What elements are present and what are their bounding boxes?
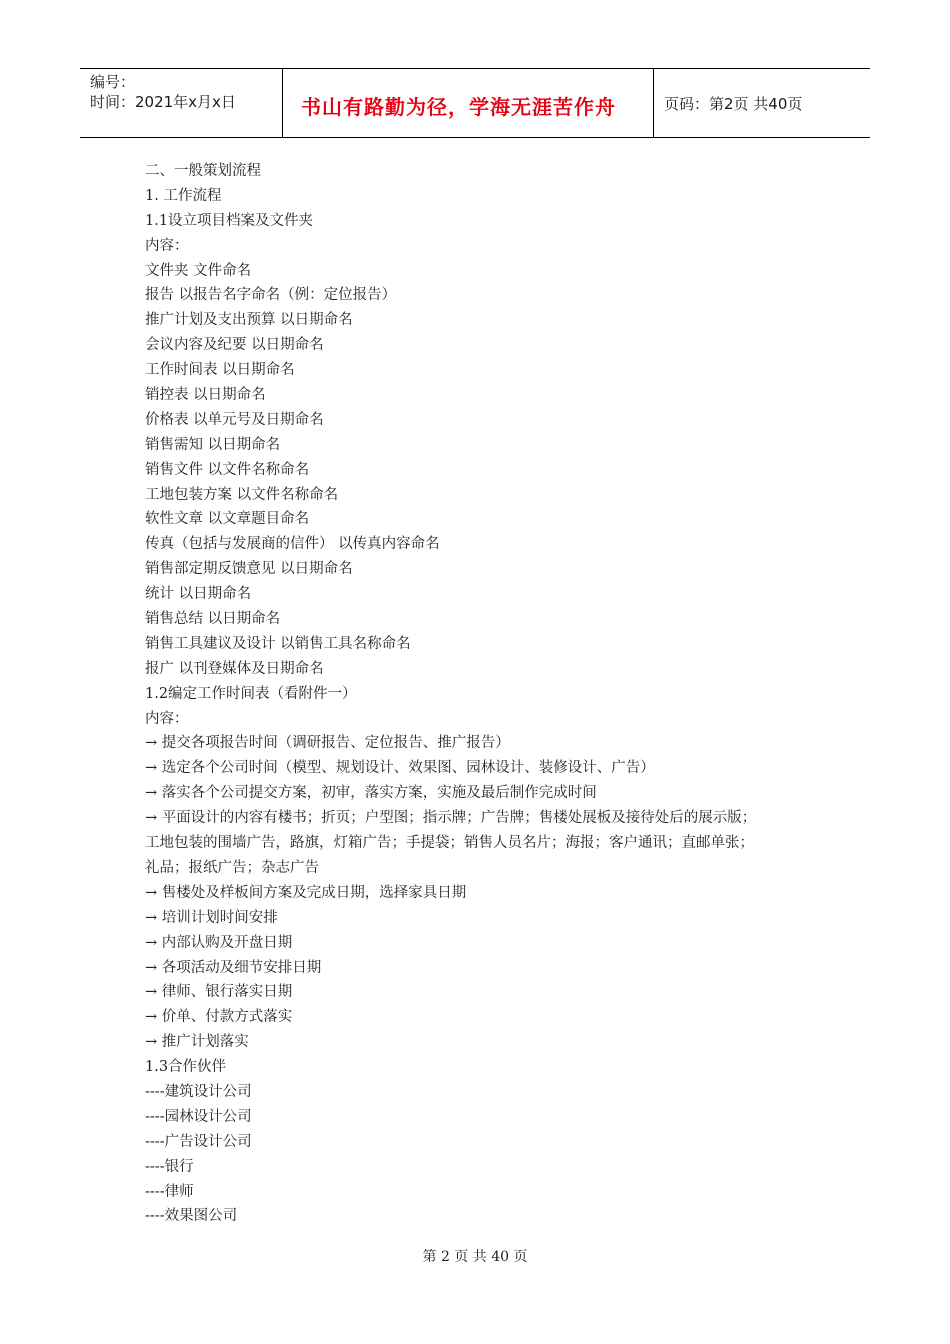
body-text-line: 统计 以日期命名 (145, 586, 252, 603)
body-text-line: → 售楼处及样板间方案及完成日期，选择家具日期 (145, 884, 467, 901)
body-text-line: 内容： (145, 710, 189, 727)
body-text-line: 销售文件 以文件名称命名 (145, 461, 310, 478)
document-date-label: 时间：2021年x月x日 (90, 93, 236, 111)
body-text-line: ----建筑设计公司 (145, 1083, 252, 1100)
body-text-line: 销售工具建议及设计 以销售工具名称命名 (145, 635, 411, 652)
body-text-line: 销售需知 以日期命名 (145, 436, 281, 453)
body-text-line: 推广计划及支出预算 以日期命名 (145, 312, 353, 329)
body-text-line: 传真（包括与发展商的信件） 以传真内容命名 (145, 536, 440, 553)
header-motto: 书山有路勤为径，学海无涯苦作舟 (301, 95, 616, 119)
body-text-line: 工地包装方案 以文件名称命名 (145, 486, 339, 503)
body-text-line: 销售总结 以日期命名 (145, 611, 281, 628)
page-footer: 第 2 页 共 40 页 (422, 1249, 528, 1265)
document-number-label: 编号： (90, 73, 136, 91)
body-text-line: 二、一般策划流程 (145, 163, 261, 179)
body-text-line: → 选定各个公司时间（模型、规划设计、效果图、园林设计、装修设计、广告） (145, 760, 655, 777)
body-text-line: 销售部定期反馈意见 以日期命名 (145, 561, 353, 578)
body-text-line: ----园林设计公司 (145, 1108, 252, 1125)
body-text-line: → 提交各项报告时间（调研报告、定位报告、推广报告） (145, 735, 510, 752)
body-text-line: 软性文章 以文章题目命名 (145, 511, 310, 528)
body-text-line: 1. 工作流程 (145, 187, 222, 204)
body-text-line: ----律师 (145, 1183, 194, 1200)
body-text-line: → 落实各个公司提交方案，初审，落实方案，实施及最后制作完成时间 (145, 785, 597, 802)
body-text-line: 销控表 以日期命名 (145, 387, 266, 404)
header-page-info: 页码：第2页 共40页 (664, 95, 803, 113)
body-text-line: → 培训计划时间安排 (145, 909, 278, 926)
body-text-line: 工作时间表 以日期命名 (145, 362, 295, 379)
body-text-line: 1.1设立项目档案及文件夹 (145, 212, 314, 229)
body-text-line: 会议内容及纪要 以日期命名 (145, 337, 324, 354)
body-text-line: → 平面设计的内容有楼书；折页；户型图；指示牌；广告牌；售楼处展板及接待处后的展示版； (145, 810, 757, 827)
body-text-line: 1.2编定工作时间表（看附件一） (145, 685, 357, 702)
page-header (80, 68, 870, 138)
header-motto-cell (283, 69, 654, 137)
body-text-line: 礼品；报纸广告；杂志广告 (145, 859, 319, 876)
header-meta-cell (80, 69, 283, 137)
body-text-line: → 价单、付款方式落实 (145, 1009, 293, 1026)
body-text-line: 1.3合作伙伴 (145, 1059, 227, 1076)
body-text-line: → 推广计划落实 (145, 1034, 249, 1051)
body-text-line: ----银行 (145, 1158, 194, 1175)
document-body (145, 159, 835, 1229)
body-text-line: → 各项活动及细节安排日期 (145, 959, 322, 976)
body-text-line: 文件夹 文件命名 (145, 262, 252, 279)
body-text-line: 报广 以刊登媒体及日期命名 (145, 660, 324, 677)
body-text-line: 价格表 以单元号及日期命名 (145, 411, 324, 428)
body-text-line: ----广告设计公司 (145, 1133, 252, 1150)
body-text-line: 内容： (145, 237, 189, 254)
body-text-line: → 内部认购及开盘日期 (145, 934, 293, 951)
body-text-line: 报告 以报告名字命名（例：定位报告） (145, 287, 397, 304)
body-text-line: ----效果图公司 (145, 1208, 238, 1225)
body-text-line: → 律师、银行落实日期 (145, 984, 293, 1001)
body-text-line: 工地包装的围墙广告，路旗，灯箱广告；手提袋；销售人员名片；海报；客户通讯；直邮单张； (145, 835, 754, 852)
